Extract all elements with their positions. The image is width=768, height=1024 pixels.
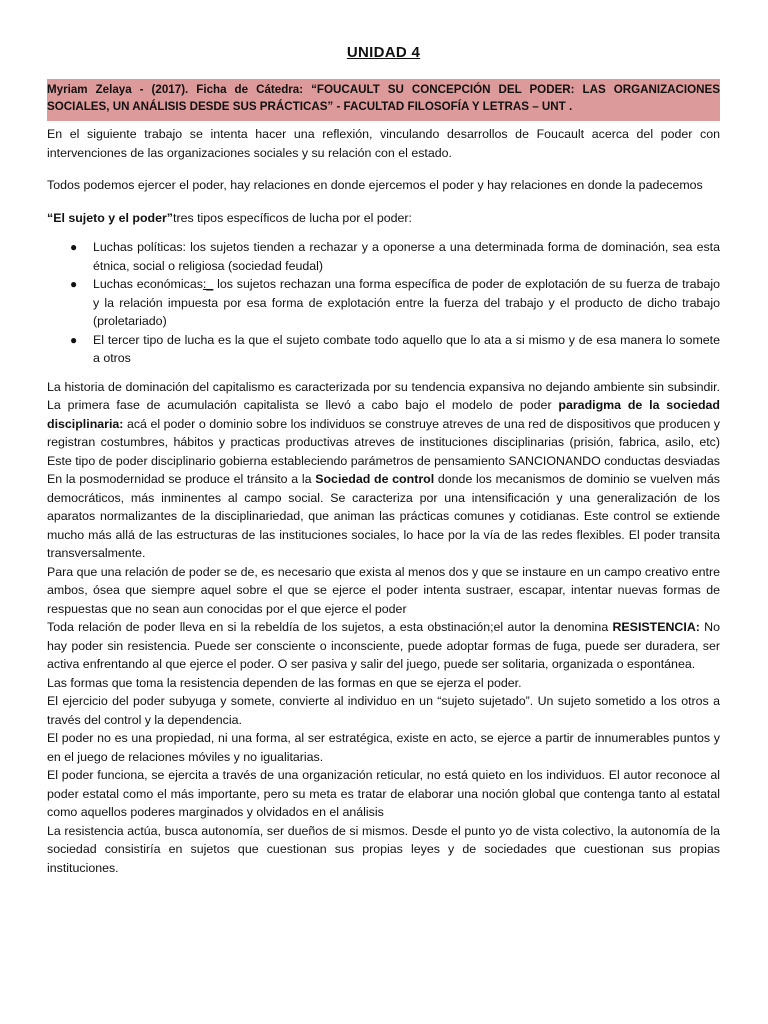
control-text-rest: donde los mecanismos de dominio se vuelven más democráticos, más inminentes al campo social. Se caracteriza por una intensificación y una generalización de los aparatos normalizantes de la disciplinariedad, que animan las prácticas comunes y cotidianas. Este control se extiende mucho más allá de las estructuras de las instituciones sociales, lo hace por la vía de las redes flexibles. El poder transita transversalmente. — [47, 472, 721, 560]
control-paragraph — [47, 470, 720, 563]
subject-heading-rest: tres tipos específicos de lucha por el poder: — [173, 210, 412, 225]
control-bold: Sociedad de control — [315, 472, 435, 486]
subject-heading-bold: “El sujeto y el poder” — [47, 210, 173, 225]
relation-paragraph: Para que una relación de poder se de, es necesario que exista al menos dos y que se instaure en un campo creativo entre ambos, ósea que siempre aquel sobre el que se ejerce el poder intenta sustraer, escapar, intentar nuevas formas de respuestas que no sean aun conocidas por el que ejerce el poder — [47, 564, 720, 616]
history-text-rest: acá el poder o dominio sobre los individuos se construye atreves de una red de dispositivos que producen y registran costumbres, hábitos y practicas productivas atreves de instituciones disciplinarias (prisión, fabrica, asilo, etc) Este tipo de poder disciplinario gobierna estableciendo parámetros de pensamiento SANCIONANDO conductas desviadas — [47, 416, 720, 468]
resistance-text: Toda relación de poder lleva en si la rebeldía de los sujetos, a esta obstinación;el autor la denomina — [47, 620, 613, 634]
autonomy-paragraph: La resistencia actúa, busca autonomía, ser dueños de si mismos. Desde el punto yo de vista colectivo, la autonomía de la sociedad consistiría en sujetos que cuestionan sus propias leyes y de sociedades que cuestionan sus propias instituciones. — [47, 823, 720, 875]
subjected-paragraph: El ejercicio del poder subyuga y somete, convierte al individuo en un “sujeto sujetado”. Un sujeto sometido a los otros a través del control y la dependencia. — [47, 694, 720, 727]
document-page — [47, 44, 720, 877]
citation-banner: Myriam Zelaya - (2017). Ficha de Cátedra: “FOUCAULT SU CONCEPCIÓN DEL PODER: LAS ORGANIZACIONES SOCIALES, UN ANÁLISIS DESDE SUS PRÁCTICAS” - FACULTAD FILOSOFÍA Y LETRAS – UNT . — [47, 79, 720, 121]
history-paragraph — [47, 378, 720, 471]
network-paragraph: El poder funciona, se ejercita a través de una organización reticular, no está quieto en los individuos. El autor reconoce al poder estatal como el más importante, pero su meta es tratar de elaborar una noción global que contenga tanto al estatal como aquellos poderes marginados y olvidados en el análisis — [47, 768, 720, 819]
bullet-icon: ● — [70, 277, 78, 291]
page-title: UNIDAD 4 — [346, 44, 421, 61]
control-text: En la posmodernidad se produce el tránsito a la — [47, 472, 316, 486]
list-item-text: El tercer tipo de lucha es la que el sujeto combate todo aquello que lo ata a si mismo y de esa manera lo somete a otros — [93, 332, 720, 365]
list-item — [47, 275, 720, 331]
subject-heading — [47, 209, 720, 228]
list-item-text: Luchas políticas: los sujetos tienden a rechazar y a oponerse a una determinada forma de dominación, sea esta étnica, social o religiosa (sociedad feudal) — [93, 240, 720, 273]
forms-paragraph: Las formas que toma la resistencia dependen de las formas en que se ejerza el poder. — [47, 675, 522, 690]
list-item-text: los sujetos rechazan una forma específica de poder de explotación de su fuerza de trabajo y la relación impuesta por esa forma de explotación entre la fuerza del trabajo y el producto de dicho trabajo (proletariado) — [93, 277, 720, 328]
bullet-icon: ● — [70, 240, 78, 254]
resistance-paragraph — [47, 618, 720, 674]
property-paragraph: El poder no es una propiedad, ni una forma, al ser estratégica, existe en acto, se ejerce a partir de innumerables puntos y en el juego de relaciones móviles y no igualitarias. — [47, 731, 720, 764]
intro-paragraph: En el siguiente trabajo se intenta hacer una reflexión, vinculando desarrollos de Foucault acerca del poder con intervenciones de las organizaciones sociales y su relación con el estado. — [47, 127, 720, 160]
list-item — [47, 331, 720, 368]
resistance-bold: RESISTENCIA: — [612, 620, 700, 634]
list-item-lead: Luchas económicas — [93, 277, 203, 291]
history-text: La historia de dominación del capitalismo es caracterizada por su tendencia expansiva no dejando ambiente sin subsindir. La primera fase de acumulación capitalista se llevó a cabo bajo el modelo de poder — [47, 379, 720, 412]
history-bold: paradigma de la sociedad disciplinaria: — [47, 398, 721, 431]
list-item — [47, 238, 720, 275]
struggle-list — [47, 238, 720, 368]
resistance-text-rest: No hay poder sin resistencia. Puede ser consciente o inconsciente, puede adoptar formas de fuga, puede ser duradera, ser activa enfrentando al que ejerce el poder. O ser pasiva y salir del juego, puede ser solitaria, organizada o espontánea. — [47, 620, 720, 671]
bullet-icon: ● — [70, 332, 78, 347]
list-item-colon: :_ — [202, 277, 214, 291]
power-paragraph: Todos podemos ejercer el poder, hay relaciones en donde ejercemos el poder y hay relaciones en donde la padecemos — [47, 178, 703, 192]
